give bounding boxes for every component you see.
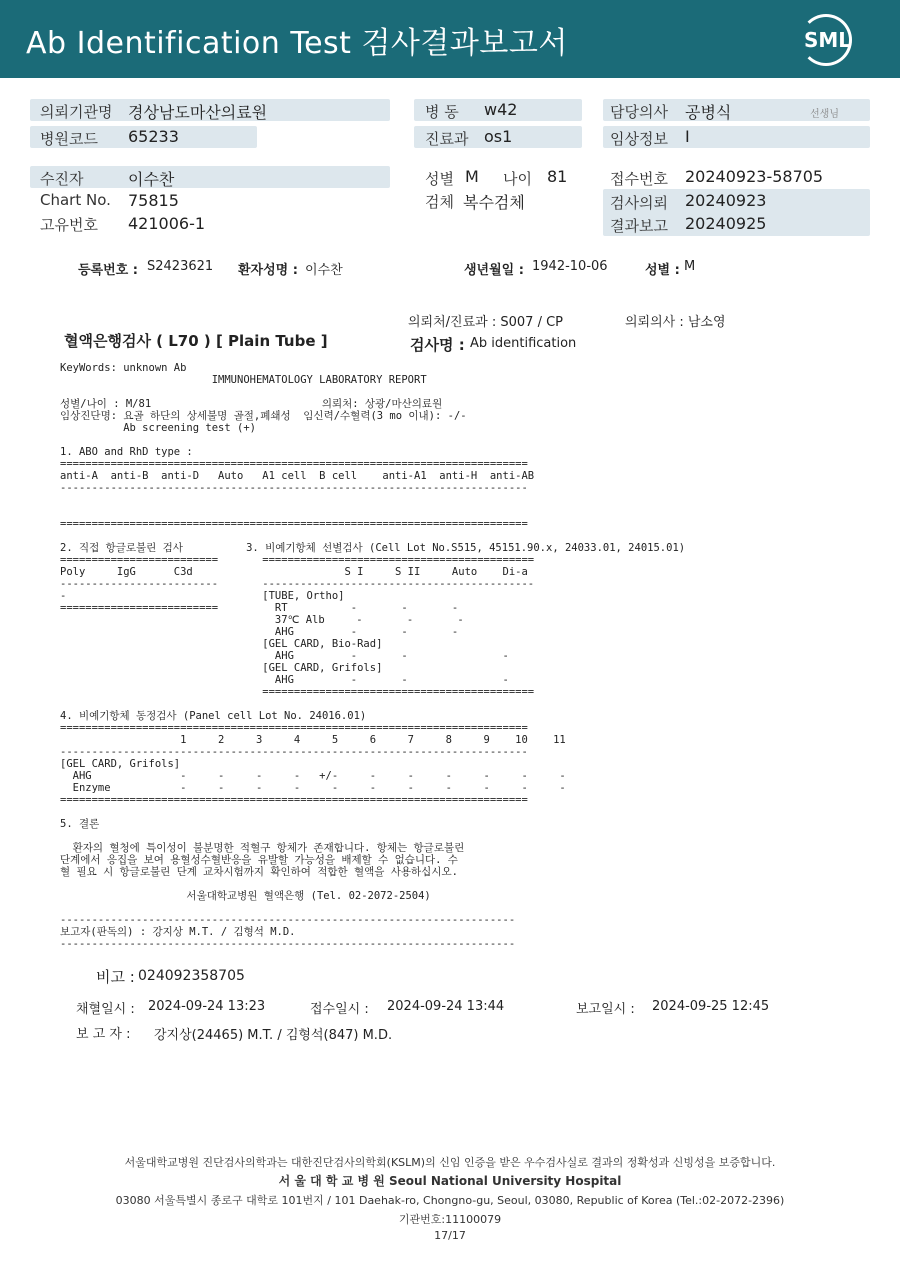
footer-certification: 서울대학교병원 진단검사의학과는 대한진단검사의학회(KSLM)의 신임 인증을 받은 우수검사실로 결과의 정확성과 신빙성을 보증합니다. (124, 1156, 776, 1169)
scan-line: AHG - - - (60, 674, 509, 686)
sex-value: M (465, 167, 479, 186)
scan-line: 1 2 3 4 5 6 7 8 9 10 11 (60, 734, 566, 746)
scan-line: Enzyme - - - - - - - - - - - (60, 782, 566, 794)
specimen-value: 복수검체 (463, 193, 525, 212)
referral: 의뢰처/진료과 : S007 / CP (408, 315, 563, 330)
doctor-value: 공병식 (685, 103, 732, 122)
scan-line: AHG - - - (60, 626, 459, 638)
scan-line (60, 530, 700, 542)
scan-line (60, 902, 700, 914)
scan-line: ========================================================================== (60, 518, 528, 530)
scan-line (60, 806, 700, 818)
scan-line: ------------------------------------------------------------------------ (60, 914, 516, 926)
receipt-value: 20240923-58705 (685, 167, 824, 186)
scan-line (60, 386, 700, 398)
scan-line (60, 698, 700, 710)
lab-report-scan (60, 362, 700, 950)
scan-line: Poly IgG C3d S I S II Auto Di-a (60, 566, 528, 578)
scan-line (60, 830, 700, 842)
institution-label: 의뢰기관명 (40, 103, 113, 121)
scan-line: anti-A anti-B anti-D Auto A1 cell B cell anti-A1 anti-H anti-AB (60, 470, 535, 482)
scan-line: 보고자(판독의) : 강지상 M.T. / 김형석 M.D. (60, 926, 296, 938)
scan-line: -------------------------------------------------------------------------- (60, 746, 528, 758)
unique-label: 고유번호 (40, 216, 98, 234)
scan-line: [GEL CARD, Grifols] (60, 758, 181, 770)
scan-line: 혈 필요 시 항글로불린 단계 교차시험까지 확인하여 적합한 혈액을 사용하십시오. (60, 866, 458, 878)
scan-line: AHG - - - - +/- - - - - - - (60, 770, 566, 782)
dept-value: os1 (484, 127, 513, 146)
scan-line: 4. 비예기항체 동정검사 (Panel cell Lot No. 24016.01) (60, 710, 367, 722)
scan-line: 환자의 혈청에 특이성이 불분명한 적혈구 항체가 존재합니다. 항체는 항글로불린 (60, 842, 465, 854)
scan-line: 1. ABO and RhD type : (60, 446, 193, 458)
scan-line: 성별/나이 : M/81 의뢰처: 상광/마산의료원 (60, 398, 443, 410)
request-label: 검사의뢰 (610, 194, 668, 212)
scan-line: IMMUNOHEMATOLOGY LABORATORY REPORT (60, 374, 427, 386)
unique-value: 421006-1 (128, 214, 206, 233)
page-number: 17/17 (434, 1229, 466, 1242)
received-value: 2024-09-24 13:44 (387, 999, 505, 1014)
report-header (0, 0, 900, 78)
chart-value: 75815 (128, 191, 179, 210)
scan-line (60, 878, 700, 890)
reg-value: S2423621 (147, 259, 214, 274)
reporter-value: 강지상(24465) M.T. / 김형석(847) M.D. (154, 1028, 393, 1043)
report-title: Ab Identification Test 검사결과보고서 (26, 26, 568, 61)
name-label: 환자성명 : (238, 263, 298, 278)
dob-label: 생년월일 : (464, 263, 524, 278)
result-value: 20240925 (685, 214, 767, 233)
test-name-label: 검사명 : (410, 336, 465, 354)
patient-label: 수진자 (40, 170, 84, 188)
clinical-label: 임상정보 (610, 130, 668, 148)
hospital-code-value: 65233 (128, 127, 179, 146)
remark-label: 비고 : (96, 968, 135, 986)
dept-label: 진료과 (425, 130, 469, 148)
request-value: 20240923 (685, 191, 767, 210)
scan-line: 5. 결론 (60, 818, 100, 830)
age-value: 81 (547, 167, 568, 186)
ward-value: w42 (484, 100, 518, 119)
scan-line: 서울대학교병원 혈액은행 (Tel. 02-2072-2504) (60, 890, 431, 902)
reg-label: 등록번호 : (78, 263, 138, 278)
scan-line: ------------------------------------------------------------------------ (60, 938, 516, 950)
scan-line: 단계에서 응집을 보여 용혈성수혈반응을 유발할 가능성을 배제할 수 없습니다. 수 (60, 854, 458, 866)
scan-line (60, 494, 700, 506)
test-title: 혈액은행검사 ( L70 ) [ Plain Tube ] (64, 332, 328, 350)
scan-line: ========================= RT - - - (60, 602, 459, 614)
scan-line: ------------------------- ------------------------------------------- (60, 578, 535, 590)
received-label: 접수일시 : (310, 1002, 369, 1017)
scan-line: 37℃ Alb - - - (60, 614, 464, 626)
doctor-suffix: 선생님 (810, 109, 839, 120)
dob-value: 1942-10-06 (532, 259, 608, 274)
scan-line: AHG - - - (60, 650, 509, 662)
scan-line: ========================================================================== (60, 722, 528, 734)
scan-line: -------------------------------------------------------------------------- (60, 482, 528, 494)
hospital-code-label: 병원코드 (40, 130, 98, 148)
ward-label: 병 동 (425, 103, 459, 121)
scan-line (60, 434, 700, 446)
sml-logo (800, 14, 850, 64)
scan-line: 임상진단명: 요골 하단의 상세불명 골절,폐쇄성 임신력/수혈력(3 mo 이내): -/- (60, 410, 467, 422)
name-value: 이수찬 (305, 263, 343, 278)
footer-institution-number: 기관번호:11100079 (398, 1213, 502, 1226)
scan-line: ========================= =========================================== (60, 554, 535, 566)
scan-line: ========================================================================== (60, 794, 528, 806)
band-patient (30, 166, 390, 188)
scan-line: Ab screening test (+) (60, 422, 256, 434)
result-label: 결과보고 (610, 217, 668, 235)
chart-label: Chart No. (40, 191, 111, 209)
scan-line: =========================================== (60, 686, 535, 698)
doctor-label: 담당의사 (610, 103, 668, 121)
age-label: 나이 (503, 170, 532, 188)
reported-value: 2024-09-25 12:45 (652, 999, 770, 1014)
footer-address: 03080 서울특별시 종로구 대학로 101번지 / 101 Daehak-ro, Chongno-gu, Seoul, 03080, Republic of Korea (Tel.:02-2072-2396) (115, 1194, 785, 1207)
remark-value: 024092358705 (138, 968, 245, 984)
scan-line: ========================================================================== (60, 458, 528, 470)
clinical-value: I (685, 127, 690, 146)
scan-line: 2. 직접 항글로불린 검사 3. 비예기항체 선별검사 (Cell Lot No.S515, 45151.90.x, 24033.01, 24015.01) (60, 542, 686, 554)
reported-label: 보고일시 : (576, 1002, 635, 1017)
collected-label: 채혈일시 : (76, 1002, 135, 1017)
reporter-label: 보 고 자 : (76, 1027, 131, 1042)
report-sex-label: 성별 : (645, 263, 680, 278)
scan-line: KeyWords: unknown Ab (60, 362, 187, 374)
report-sex-value: M (684, 259, 696, 274)
sex-label: 성별 (425, 170, 454, 188)
receipt-label: 접수번호 (610, 170, 668, 188)
scan-line (60, 506, 700, 518)
collected-value: 2024-09-24 13:23 (148, 999, 266, 1014)
referring-doctor: 의뢰의사 : 남소영 (625, 315, 726, 330)
test-name-value: Ab identification (470, 336, 577, 351)
scan-line: - [TUBE, Ortho] (60, 590, 345, 602)
specimen-label: 검체 (425, 193, 454, 211)
patient-value: 이수찬 (128, 170, 175, 189)
logo-text: SML (804, 28, 852, 52)
scan-line: [GEL CARD, Bio-Rad] (60, 638, 383, 650)
institution-value: 경상남도마산의료원 (128, 103, 268, 122)
footer-hospital-name: 서 울 대 학 교 병 원 Seoul National University Hospital (278, 1174, 622, 1188)
scan-line: [GEL CARD, Grifols] (60, 662, 383, 674)
